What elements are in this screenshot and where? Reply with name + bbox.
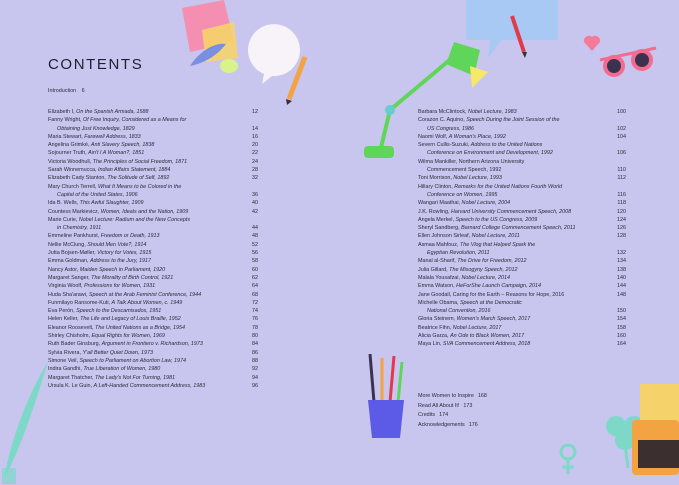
author-name: Alicia Garza, bbox=[418, 333, 449, 340]
speech-title: The Solitude of Self, 1892 bbox=[107, 175, 170, 182]
contents-entry[interactable] bbox=[48, 141, 258, 149]
page-number: 16 bbox=[252, 133, 258, 140]
author-name: Countess Markievicz, bbox=[48, 208, 100, 215]
contents-entry[interactable] bbox=[48, 216, 258, 233]
contents-entry[interactable] bbox=[48, 249, 258, 257]
author-name: Victoria Woodhull, bbox=[48, 158, 92, 165]
contents-entry[interactable] bbox=[418, 224, 626, 232]
author-name: Maya Lin, bbox=[418, 341, 442, 348]
author-name: Marie Curie, bbox=[48, 216, 78, 223]
speech-title: The United Nations as a Bridge, 1954 bbox=[95, 324, 185, 331]
page-number: 42 bbox=[252, 208, 258, 215]
author-name: Manal al-Sharif, bbox=[418, 258, 456, 265]
contents-entry[interactable] bbox=[418, 257, 626, 265]
quill-icon bbox=[0, 360, 50, 485]
contents-entry[interactable] bbox=[48, 357, 258, 365]
speech-title: Nobel Lecture, 1983 bbox=[468, 109, 517, 115]
back-matter-entry[interactable] bbox=[418, 402, 487, 412]
page-title: CONTENTS bbox=[48, 56, 144, 73]
speech-title: Nobel Lecture: Radium and the New Concepts bbox=[78, 216, 191, 223]
contents-entry[interactable] bbox=[48, 133, 258, 141]
speech-title: Speech at the Democratic bbox=[459, 299, 522, 306]
speech-title: A Left-Handed Commencement Address, 1983 bbox=[93, 382, 206, 389]
author-name: Nellie McClung, bbox=[48, 241, 86, 248]
author-name: Nancy Astor, bbox=[48, 266, 79, 273]
author-name: Michelle Obama, bbox=[418, 299, 459, 306]
author-name: Severn Cullis-Suzuki, bbox=[418, 142, 470, 149]
page-number: 32 bbox=[252, 175, 258, 182]
speech-title: Nobel Lecture, 2004 bbox=[461, 200, 511, 207]
author-name: Wilma Mankiller, bbox=[418, 158, 458, 165]
author-name: Emma Goldman, bbox=[48, 258, 89, 265]
contents-entry[interactable] bbox=[48, 365, 258, 373]
speech-title: Harvard University Commencement Speech, 2008 bbox=[450, 208, 572, 215]
author-name: Eleanor Roosevelt, bbox=[48, 324, 94, 331]
speech-title: Y'all Better Quiet Down, 1973 bbox=[82, 349, 153, 356]
author-name: Angelina Grimké, bbox=[48, 142, 90, 149]
contents-entry[interactable] bbox=[48, 199, 258, 207]
page-number: 22 bbox=[252, 150, 258, 157]
page-number: 120 bbox=[617, 208, 626, 215]
page-number: 92 bbox=[252, 366, 258, 373]
page-number: 28 bbox=[252, 167, 258, 174]
page-number: 56 bbox=[252, 250, 258, 257]
speech-title-continued: National Convention, 2016 bbox=[427, 308, 491, 315]
contents-entry[interactable] bbox=[48, 174, 258, 182]
page-number: 173 bbox=[463, 402, 473, 409]
speech-title: Caring for the Earth – Reasons for Hope, 2016 bbox=[452, 291, 565, 298]
contents-entry[interactable] bbox=[48, 108, 258, 116]
author-name: Eva Perón, bbox=[48, 308, 75, 315]
contents-entry[interactable] bbox=[48, 208, 258, 216]
contents-entry[interactable] bbox=[418, 274, 626, 282]
page-number: 60 bbox=[252, 266, 258, 273]
page-number: 148 bbox=[617, 291, 626, 298]
page-number: 158 bbox=[617, 324, 626, 331]
page-number: 96 bbox=[252, 382, 258, 389]
speech-title-continued: Commencement Speech, 1992 bbox=[427, 167, 502, 174]
contents-entry[interactable] bbox=[48, 307, 258, 315]
speech-title: Freedom or Death, 1913 bbox=[100, 233, 160, 240]
speech-title: Speech During the Joint Session of the bbox=[466, 117, 560, 124]
author-name: Jutta Bojsen-Møller, bbox=[48, 250, 96, 257]
page-number: 72 bbox=[252, 299, 258, 306]
author-name: Wangari Maathai, bbox=[418, 200, 461, 207]
contents-entry[interactable] bbox=[48, 374, 258, 382]
page-number: 62 bbox=[252, 274, 258, 281]
female-symbol-icon bbox=[556, 442, 580, 476]
contents-entry[interactable] bbox=[48, 266, 258, 274]
contents-left-column bbox=[48, 108, 258, 390]
speech-title: Speech to Parliament on Abortion Law, 1974 bbox=[79, 357, 186, 364]
pen-icon bbox=[508, 14, 528, 58]
page-number: 174 bbox=[439, 412, 449, 418]
contents-entry[interactable] bbox=[48, 116, 258, 133]
back-matter-entry[interactable] bbox=[418, 411, 487, 421]
author-name: Malala Yousafzai, bbox=[418, 274, 460, 281]
speech-title: Address to the Jury, 1917 bbox=[89, 258, 151, 265]
contents-entry[interactable] bbox=[48, 332, 258, 340]
contents-entry[interactable] bbox=[48, 183, 258, 200]
contents-entry[interactable] bbox=[48, 158, 258, 166]
page-number: 132 bbox=[617, 250, 626, 257]
speech-title: Nobel Lecture, 2011 bbox=[471, 233, 520, 240]
speech-title: Women's March Speech, 2017 bbox=[456, 316, 531, 323]
speech-title-continued: in Chemistry, 1911 bbox=[57, 225, 102, 232]
speech-title: Professions for Women, 1931 bbox=[84, 283, 156, 290]
contents-entry[interactable] bbox=[48, 382, 258, 390]
contents-entry[interactable] bbox=[418, 324, 626, 332]
speech-title: True Liberation of Women, 1980 bbox=[83, 366, 161, 373]
speech-title: Women, Ideals and the Nation, 1909 bbox=[100, 208, 189, 215]
contents-entry[interactable] bbox=[418, 199, 626, 207]
page-number: 102 bbox=[617, 125, 626, 132]
page-number: 64 bbox=[252, 283, 258, 290]
speech-title: Maiden Speech in Parliament, 1920 bbox=[79, 266, 166, 273]
contents-entry[interactable] bbox=[418, 266, 626, 274]
author-name: Julia Gillard, bbox=[418, 266, 448, 273]
speech-title: Nobel Lecture, 1993 bbox=[453, 175, 502, 182]
contents-entry[interactable] bbox=[418, 282, 626, 290]
speech-title: The Vlog that Helped Spark the bbox=[459, 241, 536, 248]
page-number: 126 bbox=[617, 225, 626, 232]
speech-title: Anti Slavery Speech, 1838 bbox=[90, 142, 155, 149]
page-number: 150 bbox=[617, 308, 626, 315]
typewriter-illustration bbox=[632, 380, 679, 475]
contents-entry[interactable] bbox=[48, 291, 258, 299]
speech-title: Remarks for the United Nations Fourth World bbox=[454, 183, 563, 190]
contents-entry[interactable] bbox=[48, 324, 258, 332]
speech-title: The Drive for Freedom, 2012 bbox=[457, 258, 527, 265]
speech-title: An Ode to Black Women, 2017 bbox=[450, 333, 525, 340]
speech-title: Ain't I A Woman?, 1851 bbox=[88, 150, 145, 157]
back-matter-label: Credits bbox=[418, 412, 436, 418]
speech-title: Speech to the US Congress, 2009 bbox=[455, 216, 538, 223]
speech-title: HeForShe Launch Campaign, 2014 bbox=[456, 283, 541, 290]
speech-title: Indian Affairs Statement, 1884 bbox=[98, 167, 171, 174]
author-name: Ursula K. Le Guin, bbox=[48, 382, 93, 389]
contents-entry[interactable] bbox=[48, 340, 258, 348]
author-name: Hillary Clinton, bbox=[418, 183, 453, 190]
author-name: Ruth Bader Ginsburg, bbox=[48, 341, 101, 348]
speech-title: Argument in Frontiero v. Richardson, 1973 bbox=[101, 341, 203, 348]
author-name: Elizabeth I, bbox=[48, 109, 75, 115]
page-number: 154 bbox=[617, 316, 626, 323]
author-name: Ellen Johnson Sirleaf, bbox=[418, 233, 471, 240]
author-name: Fanny Wright, bbox=[48, 117, 82, 124]
page-number: 138 bbox=[617, 266, 626, 273]
intro-entry[interactable] bbox=[48, 88, 85, 94]
speech-title: A Woman's Place, 1992 bbox=[448, 133, 506, 140]
author-name: Naomi Wolf, bbox=[418, 133, 448, 140]
speech-title: The Life and Legacy of Louis Braille, 1952 bbox=[80, 316, 181, 323]
back-matter-label: Acknowledgements bbox=[418, 421, 465, 428]
contents-entry[interactable] bbox=[418, 141, 626, 158]
contents-entry[interactable] bbox=[48, 315, 258, 323]
author-name: Virginia Woolf, bbox=[48, 283, 83, 290]
contents-entry[interactable] bbox=[418, 241, 626, 258]
page-number: 68 bbox=[252, 291, 258, 298]
contents-entry[interactable] bbox=[418, 299, 626, 316]
speech-title: Speech at the Arab Feminist Conference, 1944 bbox=[88, 291, 202, 298]
back-matter-list bbox=[418, 392, 487, 430]
back-matter-label: Read All About It! bbox=[418, 402, 460, 409]
contents-entry[interactable] bbox=[418, 340, 626, 348]
contents-entry[interactable] bbox=[48, 241, 258, 249]
page-number: 20 bbox=[252, 142, 258, 149]
author-name: Simone Veil, bbox=[48, 357, 78, 364]
author-name: Indira Gandhi, bbox=[48, 366, 82, 373]
page-number: 160 bbox=[617, 333, 626, 340]
author-name: J.K. Rowling, bbox=[418, 208, 450, 215]
contents-entry[interactable] bbox=[48, 349, 258, 357]
page-number: 140 bbox=[617, 274, 626, 281]
author-name: Beatrice Fihn, bbox=[418, 324, 452, 331]
page-number: 176 bbox=[468, 421, 478, 428]
page-number: 86 bbox=[252, 349, 258, 356]
contents-entry[interactable] bbox=[48, 149, 258, 157]
contents-entry[interactable] bbox=[418, 332, 626, 340]
contents-entry[interactable] bbox=[48, 299, 258, 307]
page-number: 84 bbox=[252, 341, 258, 348]
contents-entry[interactable] bbox=[48, 274, 258, 282]
speech-title-continued: Obtaining Just Knowledge, 1829 bbox=[57, 125, 135, 132]
contents-entry[interactable] bbox=[418, 174, 626, 182]
intro-page: 6 bbox=[81, 88, 85, 94]
author-name: Barbara McClintock, bbox=[418, 109, 467, 115]
speech-title: On the Spanish Armada, 1588 bbox=[76, 109, 149, 115]
author-name: Asmaa Mahfouz, bbox=[418, 241, 459, 248]
author-name: Sheryl Sandberg, bbox=[418, 225, 460, 232]
speech-title: What It Means to be Colored in the bbox=[97, 183, 182, 190]
page-number: 94 bbox=[252, 374, 258, 381]
back-matter-entry[interactable] bbox=[418, 392, 487, 402]
speech-title: Of Free Inquiry, Considered as a Means for bbox=[82, 117, 187, 124]
page-number: 112 bbox=[617, 175, 626, 182]
author-name: Jane Goodall, bbox=[418, 291, 452, 298]
page-number: 14 bbox=[252, 125, 258, 132]
speech-title: This Awful Slaughter, 1909 bbox=[79, 200, 144, 207]
speech-title: Speech to the Descamisados, 1951 bbox=[76, 308, 162, 315]
page-number: 104 bbox=[617, 133, 626, 140]
page-number: 116 bbox=[617, 191, 626, 198]
page-number: 36 bbox=[252, 191, 258, 198]
author-name: Margaret Thatcher, bbox=[48, 374, 94, 381]
speech-title: Nobel Lecture, 2017 bbox=[452, 324, 502, 331]
contents-entry[interactable] bbox=[418, 216, 626, 224]
speech-title: The Misogyny Speech, 2012 bbox=[449, 266, 518, 273]
speech-title: A Talk About Women, c. 1949 bbox=[111, 299, 183, 306]
speech-title-continued: US Congress, 1986 bbox=[427, 125, 475, 132]
page-number: 88 bbox=[252, 357, 258, 364]
speech-title-continued: Capital of the United States, 1906 bbox=[57, 191, 138, 198]
page-number: 106 bbox=[617, 150, 626, 157]
author-name: Helen Keller, bbox=[48, 316, 79, 323]
page-number: 118 bbox=[617, 200, 626, 207]
speech-title-continued: Conference on Women, 1995 bbox=[427, 191, 498, 198]
contents-entry[interactable] bbox=[418, 116, 626, 133]
speech-title: Should Men Vote?, 1914 bbox=[87, 241, 147, 248]
author-name: Gloria Steinem, bbox=[418, 316, 456, 323]
contents-entry[interactable] bbox=[48, 257, 258, 265]
author-name: Toni Morrison, bbox=[418, 175, 452, 182]
back-matter-label: More Women to Inspire bbox=[418, 393, 474, 399]
contents-entry[interactable] bbox=[48, 232, 258, 240]
speech-title: Barnard College Commencement Speech, 2011 bbox=[461, 225, 576, 232]
speech-title: SVA Commencement Address, 2018 bbox=[442, 341, 531, 348]
contents-right-column bbox=[418, 108, 626, 349]
page-number: 124 bbox=[617, 216, 626, 223]
author-name: Sojourner Truth, bbox=[48, 150, 87, 157]
contents-entry[interactable] bbox=[418, 183, 626, 200]
page-number: 164 bbox=[617, 341, 626, 348]
speech-title: Farewell Address, 1833 bbox=[84, 133, 141, 140]
speech-title: The Morality of Birth Control, 1921 bbox=[91, 274, 174, 281]
speech-title: Nobel Lecture, 2014 bbox=[461, 274, 511, 281]
contents-entry[interactable] bbox=[418, 133, 626, 141]
contents-entry[interactable] bbox=[418, 108, 626, 116]
contents-entry[interactable] bbox=[418, 291, 626, 299]
contents-entry[interactable] bbox=[418, 232, 626, 240]
page-number: 110 bbox=[617, 167, 626, 174]
speech-title: Equal Rights for Women, 1969 bbox=[91, 333, 165, 340]
author-name: Huda Sha'arawi, bbox=[48, 291, 88, 298]
page-number: 48 bbox=[252, 233, 258, 240]
page-number: 40 bbox=[252, 200, 258, 207]
lemon-icon bbox=[218, 56, 240, 76]
page-number: 134 bbox=[617, 258, 626, 265]
page-number: 100 bbox=[617, 109, 626, 115]
author-name: Mary Church Terrell, bbox=[48, 183, 97, 190]
page-number: 128 bbox=[617, 233, 626, 240]
page-number: 24 bbox=[252, 158, 258, 165]
page-number: 52 bbox=[252, 241, 258, 248]
author-name: Corazon C. Aquino, bbox=[418, 117, 465, 124]
contents-entry[interactable] bbox=[418, 208, 626, 216]
speech-title-continued: Conference on Environment and Development, 1992 bbox=[427, 150, 553, 157]
contents-entry[interactable] bbox=[418, 158, 626, 175]
speech-title-continued: Egyptian Revolution, 2011 bbox=[427, 250, 490, 257]
author-name: Margaret Sanger, bbox=[48, 274, 90, 281]
page-number: 80 bbox=[252, 333, 258, 340]
speech-title: The Lady's Not For Turning, 1981 bbox=[94, 374, 175, 381]
author-name: Ida B. Wells, bbox=[48, 200, 79, 207]
back-matter-entry[interactable] bbox=[418, 421, 487, 431]
speech-title: Victory for Votes, 1915 bbox=[97, 250, 152, 257]
page-number: 144 bbox=[617, 283, 626, 290]
author-name: Sylvia Rivera, bbox=[48, 349, 81, 356]
contents-entry[interactable] bbox=[418, 315, 626, 323]
intro-label: Introduction bbox=[48, 88, 77, 94]
page-number: 58 bbox=[252, 258, 258, 265]
page-number: 12 bbox=[252, 109, 258, 115]
page-number: 74 bbox=[252, 308, 258, 315]
sunglasses-icon bbox=[598, 40, 658, 80]
pencil-icon bbox=[283, 55, 309, 105]
page-number: 76 bbox=[252, 316, 258, 323]
page-number: 78 bbox=[252, 324, 258, 331]
contents-entry[interactable] bbox=[48, 282, 258, 290]
page-number: 168 bbox=[477, 393, 487, 399]
contents-entry[interactable] bbox=[48, 166, 258, 174]
author-name: Angela Merkel, bbox=[418, 216, 454, 223]
author-name: Elizabeth Cady Stanton, bbox=[48, 175, 106, 182]
author-name: Maria Stewart, bbox=[48, 133, 83, 140]
author-name: Emma Watson, bbox=[418, 283, 455, 290]
author-name: Emmeline Pankhurst, bbox=[48, 233, 100, 240]
author-name: Sarah Winnemucca, bbox=[48, 167, 97, 174]
page-number: 44 bbox=[252, 225, 258, 232]
speech-title: The Principles of Social Freedom, 1871 bbox=[92, 158, 188, 165]
speech-title: Address to the United Nations bbox=[470, 142, 543, 149]
author-name: Shirley Chisholm, bbox=[48, 333, 90, 340]
pencil-cup-illustration bbox=[360, 350, 410, 440]
speech-title: Northern Arizona University bbox=[458, 158, 525, 165]
author-name: Funmilayo Ransome-Kuti, bbox=[48, 299, 111, 306]
